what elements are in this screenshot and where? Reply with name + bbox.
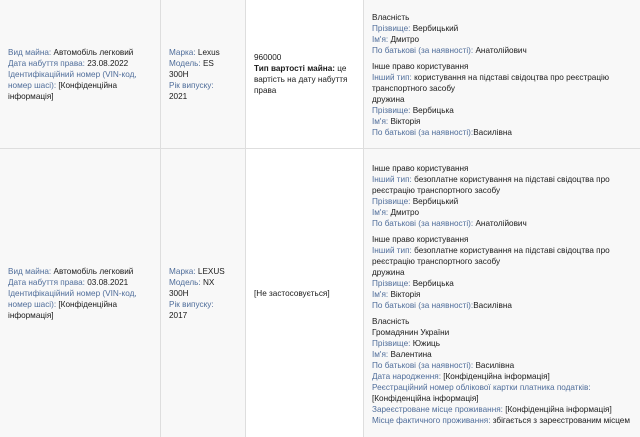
patronymic-value: Анатолійович [475,46,526,55]
name-label: Ім'я: [372,350,388,359]
surname-label: Прізвище: [372,24,410,33]
brand-label: Марка: [169,267,196,276]
vin-label: Ідентифікаційний номер (VIN-код, [8,289,137,298]
patronymic-label: По батькові (за наявності): [372,219,473,228]
birth-date-value: [Конфіденційна інформація] [443,372,550,381]
vehicle-row-2 [0,149,640,437]
name-value: Вікторія [390,290,420,299]
value-type-value-end: права [254,86,276,95]
name-value: Вікторія [390,117,420,126]
vehicle-model-cell [161,149,246,437]
value-type-value-cont: вартість на дату набуття [254,75,347,84]
vehicle-row-1 [0,0,640,149]
other-type-value-cont: реєстрацію транспортного засобу [372,186,500,195]
vehicle-cost-cell [246,0,364,149]
name-label: Ім'я: [372,290,388,299]
patronymic-value: Василівна [473,128,512,137]
model-label: Модель: [169,59,201,68]
value-type-label: Тип вартості майна: [254,64,335,73]
other-type-value-cont: реєстрацію транспортного засобу [372,257,500,266]
rights-cell [364,0,640,149]
patronymic-label: По батькові (за наявності): [372,46,473,55]
brand-label: Марка: [169,48,196,57]
right-title: Інше право користування [372,163,640,174]
right-title: Інше право користування [372,61,640,72]
value-type-value: це [337,64,346,73]
citizenship-value: Громадянин України [372,327,640,338]
acquisition-date-value: 23.08.2022 [87,59,128,68]
vehicle-info-cell [0,0,161,149]
property-type-value: Автомобіль легковий [53,48,133,57]
name-value: Валентина [390,350,431,359]
other-type-label: Інший тип: [372,73,412,82]
rights-cell [364,149,640,437]
name-value: Дмитро [390,35,419,44]
surname-value: Вербицький [413,197,459,206]
patronymic-value: Василівна [473,301,512,310]
property-type-label: Вид майна: [8,48,51,57]
other-type-value: безоплатне користування на підставі свідоцтва про [414,175,610,184]
vin-value: [Конфіденційна інформація] [8,81,117,101]
patronymic-value: Василівна [475,361,514,370]
right-block [372,316,640,426]
model-label: Модель: [169,278,201,287]
vehicle-cost-cell [246,149,364,437]
surname-value: Вербицький [413,24,459,33]
vin-label: Ідентифікаційний номер (VIN-код, [8,70,137,79]
vin-label-cont: номер шасі): [8,81,56,90]
patronymic-label: По батькові (за наявності): [372,301,473,310]
right-title: Інше право користування [372,234,640,245]
right-block [372,163,640,229]
relation-value: дружина [372,268,405,277]
other-type-value: безоплатне користування на підставі свідоцтва про [414,246,610,255]
acquisition-date-value: 03.08.2021 [87,278,128,287]
cost-value: 960000 [254,53,281,62]
actual-residence-value: збігається з зареєстрованим місцем [493,416,630,425]
right-block [372,234,640,311]
property-type-label: Вид майна: [8,267,51,276]
year-label: Рік випуску: [169,81,214,90]
other-type-label: Інший тип: [372,246,412,255]
cost-value: [Не застосовується] [254,289,330,298]
patronymic-label: По батькові (за наявності): [372,361,473,370]
year-value: 2021 [169,92,187,101]
registered-residence-label: Зареєстроване місце проживання: [372,405,503,414]
property-type-value: Автомобіль легковий [53,267,133,276]
relation-value: дружина [372,95,405,104]
vehicle-info-cell [0,149,161,437]
model-value-cont: 300H [169,289,189,298]
surname-label: Прізвище: [372,106,410,115]
vehicle-model-cell [161,0,246,149]
right-block [372,12,640,56]
right-block [372,61,640,138]
name-label: Ім'я: [372,35,388,44]
surname-value: Южиць [413,339,440,348]
surname-label: Прізвище: [372,197,410,206]
birth-date-label: Дата народження: [372,372,441,381]
brand-value: LEXUS [198,267,225,276]
year-value: 2017 [169,311,187,320]
other-type-value: користування на підставі свідоцтва про реєстрацію [414,73,609,82]
year-label: Рік випуску: [169,300,214,309]
model-value: ES [203,59,214,68]
name-label: Ім'я: [372,117,388,126]
acquisition-date-label: Дата набуття права: [8,278,85,287]
surname-label: Прізвище: [372,339,410,348]
acquisition-date-label: Дата набуття права: [8,59,85,68]
name-label: Ім'я: [372,208,388,217]
registered-residence-value: [Конфіденційна інформація] [505,405,612,414]
model-value: NX [203,278,214,287]
brand-value: Lexus [198,48,220,57]
taxpayer-card-value: [Конфіденційна інформація] [372,394,479,403]
surname-value: Вербицька [413,106,454,115]
right-title: Власність [372,12,640,23]
right-title: Власність [372,316,640,327]
name-value: Дмитро [390,208,419,217]
surname-label: Прізвище: [372,279,410,288]
other-type-value-cont: транспортного засобу [372,84,455,93]
taxpayer-card-label: Реєстраційний номер облікової картки платника податків: [372,383,591,392]
surname-value: Вербицька [413,279,454,288]
vin-label-cont: номер шасі): [8,300,56,309]
actual-residence-label: Місце фактичного проживання: [372,416,490,425]
patronymic-value: Анатолійович [475,219,526,228]
vin-value: [Конфіденційна інформація] [8,300,117,320]
patronymic-label: По батькові (за наявності): [372,128,473,137]
model-value-cont: 300H [169,70,189,79]
other-type-label: Інший тип: [372,175,412,184]
